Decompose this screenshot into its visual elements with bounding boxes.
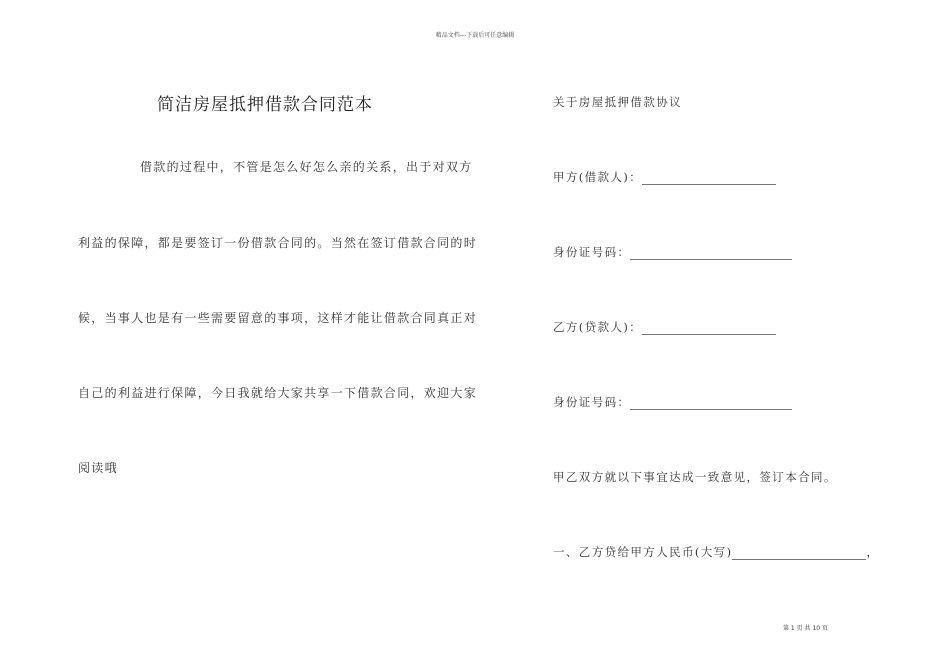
clause-1-label: 一、乙方贷给甲方人民币(大写) [553, 545, 733, 559]
party-a-label: 甲方(借款人)： [553, 170, 643, 184]
clause-1-end: ， [866, 545, 880, 559]
party-a-blank [642, 172, 776, 185]
amount-blank [732, 547, 866, 560]
paragraph-line-1: 借款的过程中，不管是怎么好怎么亲的关系，出于对双方 [140, 160, 473, 174]
paragraph-line-4: 自己的利益进行保障，今日我就给大家共享一下借款合同，欢迎大家 [78, 386, 478, 400]
id-label-2: 身份证号码： [553, 395, 631, 409]
agreement-heading: 关于房屋抵押借款协议 [553, 95, 682, 109]
document-title: 简洁房屋抵押借款合同范本 [157, 95, 373, 115]
clause-1-row [553, 544, 879, 560]
id-number-blank-1 [630, 247, 792, 260]
party-b-blank [642, 322, 776, 335]
header-note: 精品文档---下载后可任意编辑 [435, 32, 515, 39]
paragraph-line-2: 利益的保障，都是要签订一份借款合同的。当然在签订借款合同的时 [78, 236, 478, 250]
page-number: 第 1 页 共 10 页 [783, 625, 828, 632]
id-number-blank-2 [630, 397, 792, 410]
party-b-row [553, 319, 776, 335]
id-label-1: 身份证号码： [553, 245, 631, 259]
paragraph-line-5: 阅读哦 [78, 461, 118, 475]
paragraph-line-3: 候，当事人也是有一些需要留意的事项，这样才能让借款合同真正对 [78, 311, 478, 325]
party-b-label: 乙方(贷款人)： [553, 320, 643, 334]
id-number-row-2 [553, 394, 792, 410]
agreement-text: 甲乙双方就以下事宜达成一致意见，签订本合同。 [553, 470, 837, 484]
party-a-row [553, 169, 776, 185]
id-number-row-1 [553, 244, 792, 260]
